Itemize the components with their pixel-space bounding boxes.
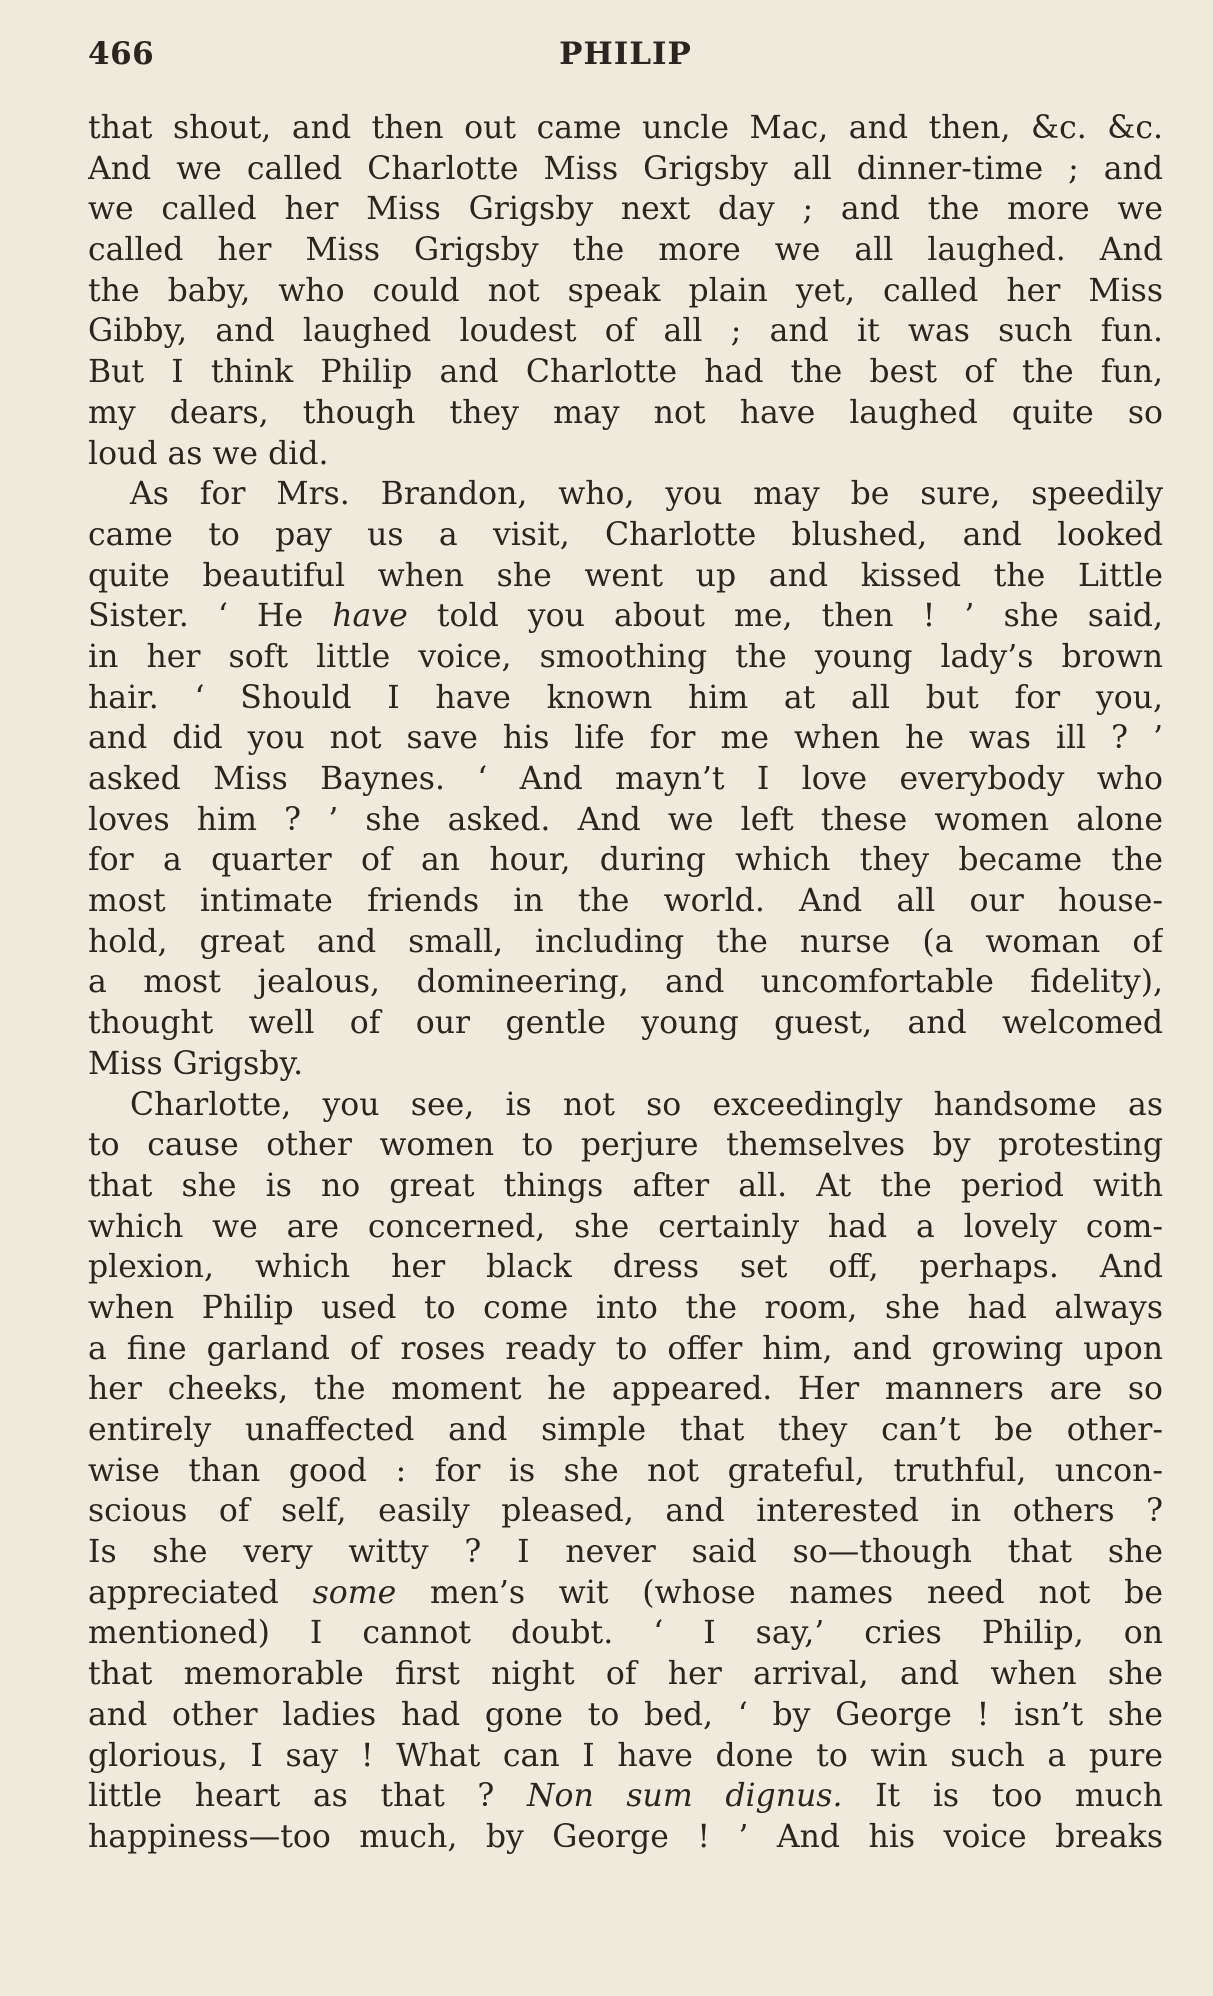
text-line — [88, 596, 1163, 637]
text-line: that memorable first night of her arrival, and when she — [88, 1656, 1163, 1693]
text-line: that shout, and then out came uncle Mac, and then, &c. &c. — [88, 110, 1163, 146]
text-segment: Sister. ‘ He — [88, 598, 333, 635]
text-line: loves him ? ’ she asked. And we left these women alone — [88, 801, 1163, 838]
text-segment: told you about me, then ! ’ she said, — [407, 598, 1163, 635]
text-line: that she is no great things after all. At the period with — [88, 1167, 1163, 1204]
page-number: 466 — [88, 36, 155, 72]
text-segment: little heart as that ? — [88, 1778, 527, 1815]
text-line: and did you not save his life for me when he was ill ? ’ — [88, 720, 1163, 757]
italic-text: have — [332, 598, 408, 635]
text-line: and other ladies had gone to bed, ‘ by George ! isn’t she — [88, 1696, 1163, 1733]
text-line: Gibby, and laughed loudest of all ; and it was such fun. — [88, 313, 1163, 350]
text-line: glorious, I say ! What can I have done to win such a pure — [88, 1737, 1163, 1774]
text-line: when Philip used to come into the room, she had always — [88, 1289, 1163, 1326]
text-line: her cheeks, the moment he appeared. Her manners are so — [88, 1371, 1163, 1408]
text-line — [88, 1573, 1163, 1614]
text-line: wise than good : for is she not grateful, truthful, uncon- — [88, 1452, 1163, 1489]
text-line: thought well of our gentle young guest, and welcomed — [88, 1005, 1163, 1042]
text-line: plexion, which her black dress set off, perhaps. And — [88, 1249, 1163, 1286]
running-title: PHILIP — [559, 36, 692, 72]
text-line: mentioned) I cannot doubt. ‘ I say,’ cries Philip, on — [88, 1615, 1163, 1652]
text-line: entirely unaffected and simple that they can’t be other- — [88, 1412, 1163, 1448]
text-line: hold, great and small, including the nurse (a woman of — [88, 923, 1163, 960]
body-text — [88, 108, 1163, 1858]
text-segment: It is too much — [842, 1778, 1163, 1815]
text-line: loud as we did. — [88, 435, 329, 472]
text-line: hair. ‘ Should I have known him at all but for you, — [88, 679, 1163, 716]
text-line: Charlotte, you see, is not so exceedingly handsome as — [130, 1086, 1163, 1123]
text-line: quite beautiful when she went up and kissed the Little — [88, 557, 1163, 594]
text-line: my dears, though they may not have laughed quite so — [88, 394, 1163, 431]
text-line: happiness—too much, by George ! ’ And his voice breaks — [88, 1818, 1163, 1855]
text-line: asked Miss Baynes. ‘ And mayn’t I love everybody who — [88, 761, 1163, 797]
text-line: for a quarter of an hour, during which they became the — [88, 842, 1163, 879]
text-line: to cause other women to perjure themselves by protesting — [88, 1127, 1163, 1164]
text-segment: men’s wit (whose names need not be — [396, 1574, 1163, 1611]
text-line: which we are concerned, she certainly had a lovely com- — [88, 1208, 1163, 1245]
italic-text: some — [312, 1574, 397, 1611]
text-line: a most jealous, domineering, and uncomfortable fidelity), — [88, 964, 1163, 1001]
text-line: we called her Miss Grigsby next day ; and the more we — [88, 191, 1163, 228]
text-line: Is she very witty ? I never said so—though that she — [88, 1534, 1163, 1571]
text-line: a fine garland of roses ready to offer him, and growing upon — [88, 1330, 1163, 1367]
text-line: Miss Grigsby. — [88, 1045, 304, 1082]
text-line: came to pay us a visit, Charlotte blushed, and looked — [88, 516, 1163, 553]
page-header — [88, 36, 1163, 76]
text-line: As for Mrs. Brandon, who, you may be sure, speedily — [130, 476, 1163, 513]
italic-text: Non sum dignus. — [526, 1778, 843, 1815]
text-line: in her soft little voice, smoothing the young lady’s brown — [88, 638, 1163, 675]
text-line: And we called Charlotte Miss Grigsby all dinner-time ; and — [88, 150, 1163, 187]
text-segment: appreciated — [88, 1574, 313, 1611]
text-line: scious of self, easily pleased, and interested in others ? — [88, 1493, 1163, 1530]
text-line: the baby, who could not speak plain yet, called her Miss — [88, 272, 1163, 309]
text-line: called her Miss Grigsby the more we all laughed. And — [88, 232, 1163, 269]
text-line — [88, 1776, 1163, 1817]
text-line: But I think Philip and Charlotte had the best of the fun, — [88, 354, 1163, 391]
text-line: most intimate friends in the world. And all our house- — [88, 883, 1163, 920]
